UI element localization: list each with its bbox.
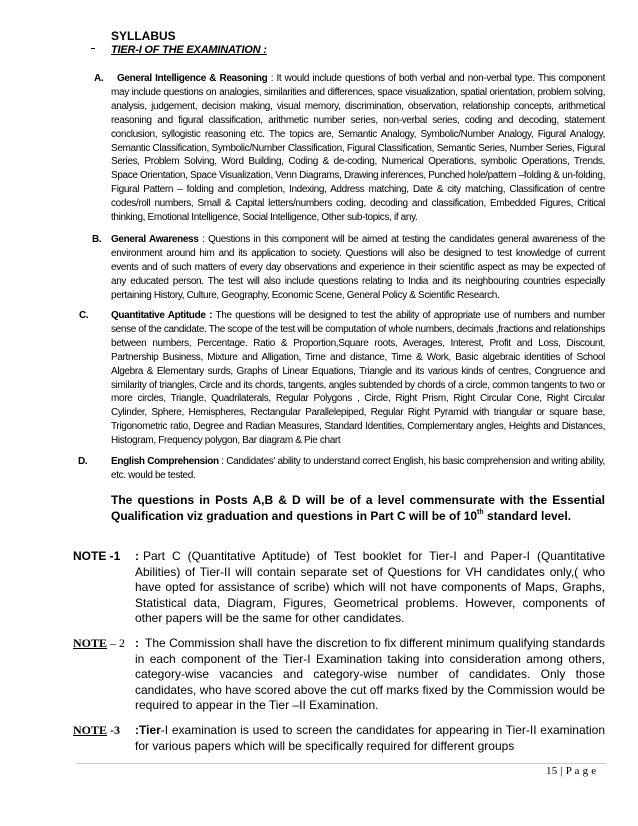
section-heading: General Intelligence & Reasoning [117,73,268,84]
level-statement [111,493,605,524]
note-colon: : [135,636,139,650]
section-heading: English Comprehension [111,456,219,467]
note-3-body [135,723,605,754]
note-text: -I examination is used to screen the candidates for appearing in Tier-II examination for various papers which will be specifically required for different groups [135,723,605,753]
section-label: A. [94,73,104,84]
syllabus-heading: SYLLABUS [111,29,176,43]
section-text: : Candidates' ability to understand correct English, his basic comprehension and writing ability, etc. would be tested. [111,456,605,481]
note-1-label: NOTE -1 [73,549,121,563]
statement-superscript: th [477,508,484,516]
note-colon: : [135,549,139,563]
section-body [111,233,605,303]
section-heading: General Awareness [111,234,199,245]
note-1-body [135,549,605,627]
tier-title: TIER-I OF THE EXAMINATION : [111,44,267,56]
section-text: The questions will be designed to test the ability of appropriate use of numbers and number sense of the candidate. The scope of the test will be computation of whole numbers, decimals ,fractions and relationships between numbers, Percentage. Ratio & Proportion,Square roots, Averages, Interest, Profit and Loss, Discount, Partnership Business, Mixture and Alligation, Time and distance, Time & Work, Basic algebraic identities of School Algebra & Elementary surds, Graphs of Linear Equations, Triangle and its various kinds of centres, Congruence and similarity of triangles, Circle and its chords, tangents, angles subtended by chords of a circle, common tangents to two or more circles, Triangle, Quadrilaterals, Regular Polygons , Circle, Right Prism, Right Circular Cone, Right Circular Cylinder, Sphere, Hemispheres, Rectangular Parallelepiped, Regular Right Pyramid with triangular or square base, Trigonometric ratio, Degree and Radian Measures, Standard Identities, Complementary angles, Heights and Distances, Histogram, Frequency polygon, Bar diagram & Pie chart [111,310,605,447]
section-body [111,72,605,225]
note-bold-word: Tier [139,723,161,737]
section-label: C. [79,310,89,321]
note-text: Part C (Quantitative Aptitude) of Test booklet for Tier-I and Paper-I (Quantitative Abilities) of Tier-II will contain separate set of Questions for VH candidates only,( who have opted for assistance of scribe) which will not have components of Maps, Graphs, Statistical data, Diagram, Figures, Geometrical problems. However, components of other papers will be the same for other candidates. [135,549,605,626]
note-3-label: NOTE -3 [73,723,121,737]
divider [91,48,95,49]
note-2-label: NOTE – 2 [73,636,126,650]
page-number: 15 | P a g e [546,765,597,777]
section-label: B. [92,234,102,245]
section-text: : It would include questions of both verbal and non-verbal type. This component may include questions on analogies, similarities and differences, space visualization, spatial orientation, problem solving, analysis, judgement, decision making, visual memory, discrimination, observation, relationship concepts, arithmetical reasoning and figural classification, arithmetic number series, non-verbal series, coding and decoding, statement conclusion, syllogistic reasoning etc. The topics are, Semantic Analogy, Symbolic/Number Analogy, Figural Analogy, Semantic Classification, Symbolic/Number Classification, Figural Classification, Semantic Series, Number Series, Figural Series, Problem Solving, Word Building, Coding & de-coding, Numerical Operations, symbolic Operations, Trends, Space Orientation, Space Visualization, Venn Diagrams, Drawing inferences, Punched hole/pattern –folding & un-folding, Figural Pattern – folding and completion, Indexing, Address matching, Date & city matching, Classification of centre codes/roll numbers, Small & Capital letters/numbers coding, decoding and classification, Embedded Figures, Critical thinking, Emotional Intelligence, Social Intelligence, Other sub-topics, if any. [111,73,605,224]
section-heading: Quantitative Aptitude : [111,310,213,321]
section-body [111,309,605,448]
note-2-body [135,636,605,714]
note-text: The Commission shall have the discretion to fix different minimum qualifying standards in each component of the Tier-I Examination taking into consideration among others, category-wise vacancies and category-wise number of candidates. Only those candidates, who have scored above the cut off marks fixed by the Commission would be required to appear in the Tier –II Examination. [135,636,605,713]
section-text: : Questions in this component will be aimed at testing the candidates general awareness of the environment around him and its application to society. Questions will also be designed to test knowledge of current events and of such matters of every day observations and experience in their scientific aspect as may be expected of any educated person. The test will also include questions relating to India and its neighbouring countries especially pertaining History, Culture, Geography, Economic Scene, General Policy & Scientific Research. [111,234,606,301]
note-colon: : [135,723,139,737]
section-label: D. [78,456,88,467]
section-body [111,455,605,483]
footer-divider [76,763,606,764]
statement-tail: standard level. [483,508,572,523]
statement-text: The questions in Posts A,B & D will be of a level commensurate with the Essential Qualification viz graduation and questions in Part C will be of 10 [111,493,605,523]
